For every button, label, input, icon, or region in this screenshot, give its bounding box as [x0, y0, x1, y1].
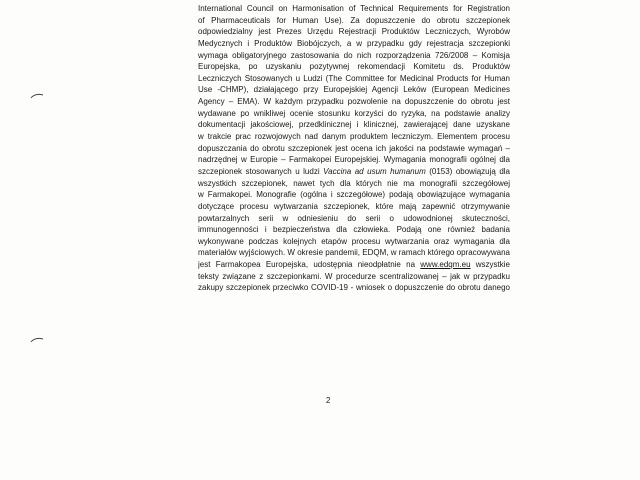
text-line: wydawane po wnikliwej ocenie stosunku korzyści do ryzyka, na podstawie analizy [198, 108, 510, 118]
text-line: Agency – EMA). W każdym przypadku pozwolenie na dopuszczenie do obrotu jest [198, 97, 510, 107]
text-segment: (0153) obowiązują dla [425, 166, 510, 176]
text-segment: jest Farmakopea Europejska, udostępnia nieodpłatnie na [198, 260, 421, 270]
page-number: 2 [326, 396, 331, 405]
text-line: of Pharmaceuticals for Human Use). Za dopuszczenie do obrotu szczepionek [198, 15, 510, 25]
text-line: powtarzalnych serii w odniesieniu do serii o udowodnionej skuteczności, [198, 213, 510, 223]
latin-term: Vaccina ad usum humanum [323, 166, 426, 176]
text-line: dopuszczania do obrotu szczepionek jest ocena ich jakości na podstawie wymagań – [198, 143, 510, 153]
text-line: dotyczące procesu wytwarzania szczepionek, które mają zapewnić otrzymywanie [198, 201, 510, 211]
text-line: wymaga obligatoryjnego zastosowania do nich rozporządzenia 726/2008 – Komisja [198, 50, 510, 60]
text-line: Europejska, po uzyskaniu pozytywnej rekomendacji Komitetu ds. Produktów [198, 62, 510, 72]
text-line: w trakcie prac rozwojowych nad danym produktem leczniczym. Elementem procesu [198, 132, 510, 142]
text-line: materiałów wyjściowych. W okresie pandemii, EDQM, w ramach którego opracowywana [198, 248, 510, 258]
text-line: zakupy szczepionek przeciwko COVID-19 - wniosek o dopuszczenie do obrotu danego [198, 283, 510, 293]
text-segment: wszystkie [470, 260, 510, 270]
body-text [198, 3, 510, 294]
text-line: teksty związane z szczepionkami. W procedurze scentralizowanej – jak w przypadku [198, 271, 510, 281]
text-line: Medycznych i Produktów Biobójczych, a w przypadku gdy rejestracja szczepionki [198, 38, 510, 48]
text-line: International Council on Harmonisation of Technical Requirements for Registration [198, 4, 510, 13]
text-line: w Farmakopei. Monografie (ogólna i szczegółowe) podają obowiązujące wymagania [198, 190, 510, 200]
text-line [198, 259, 510, 271]
text-line: dokumentacji jakościowej, przedklinicznej i klinicznej, zawierającej dane uzyskane [198, 120, 510, 130]
text-line: immunogenności i bezpieczeństwa dla człowieka. Podają one również badania [198, 225, 510, 235]
text-line: Leczniczych Stosowanych u Ludzi (The Committee for Medicinal Products for Human [198, 73, 510, 83]
scan-mark-upper-left [30, 92, 44, 100]
text-line: wszystkich szczepionek, nawet tych dla których nie ma monografii szczegółowej [198, 178, 510, 188]
edqm-link[interactable]: www.edqm.eu [420, 260, 471, 270]
scan-mark-lower-left [30, 336, 44, 344]
text-line: nadrzędnej w Europie – Farmakopei Europejskiej. Wymagania monografii ogólnej dla [198, 155, 510, 165]
text-segment: szczepionek stosowanych u ludzi [198, 166, 324, 176]
text-line: odpowiedzialny jest Prezes Urzędu Rejestracji Produktów Leczniczych, Wyrobów [198, 27, 510, 37]
text-line [198, 166, 510, 178]
text-line: Use -CHMP), działającego przy Europejskiej Agencji Leków (European Medicines [198, 85, 510, 95]
text-line: wykonywane podczas kolejnych etapów procesu wytwarzania oraz wymagania dla [198, 236, 510, 246]
